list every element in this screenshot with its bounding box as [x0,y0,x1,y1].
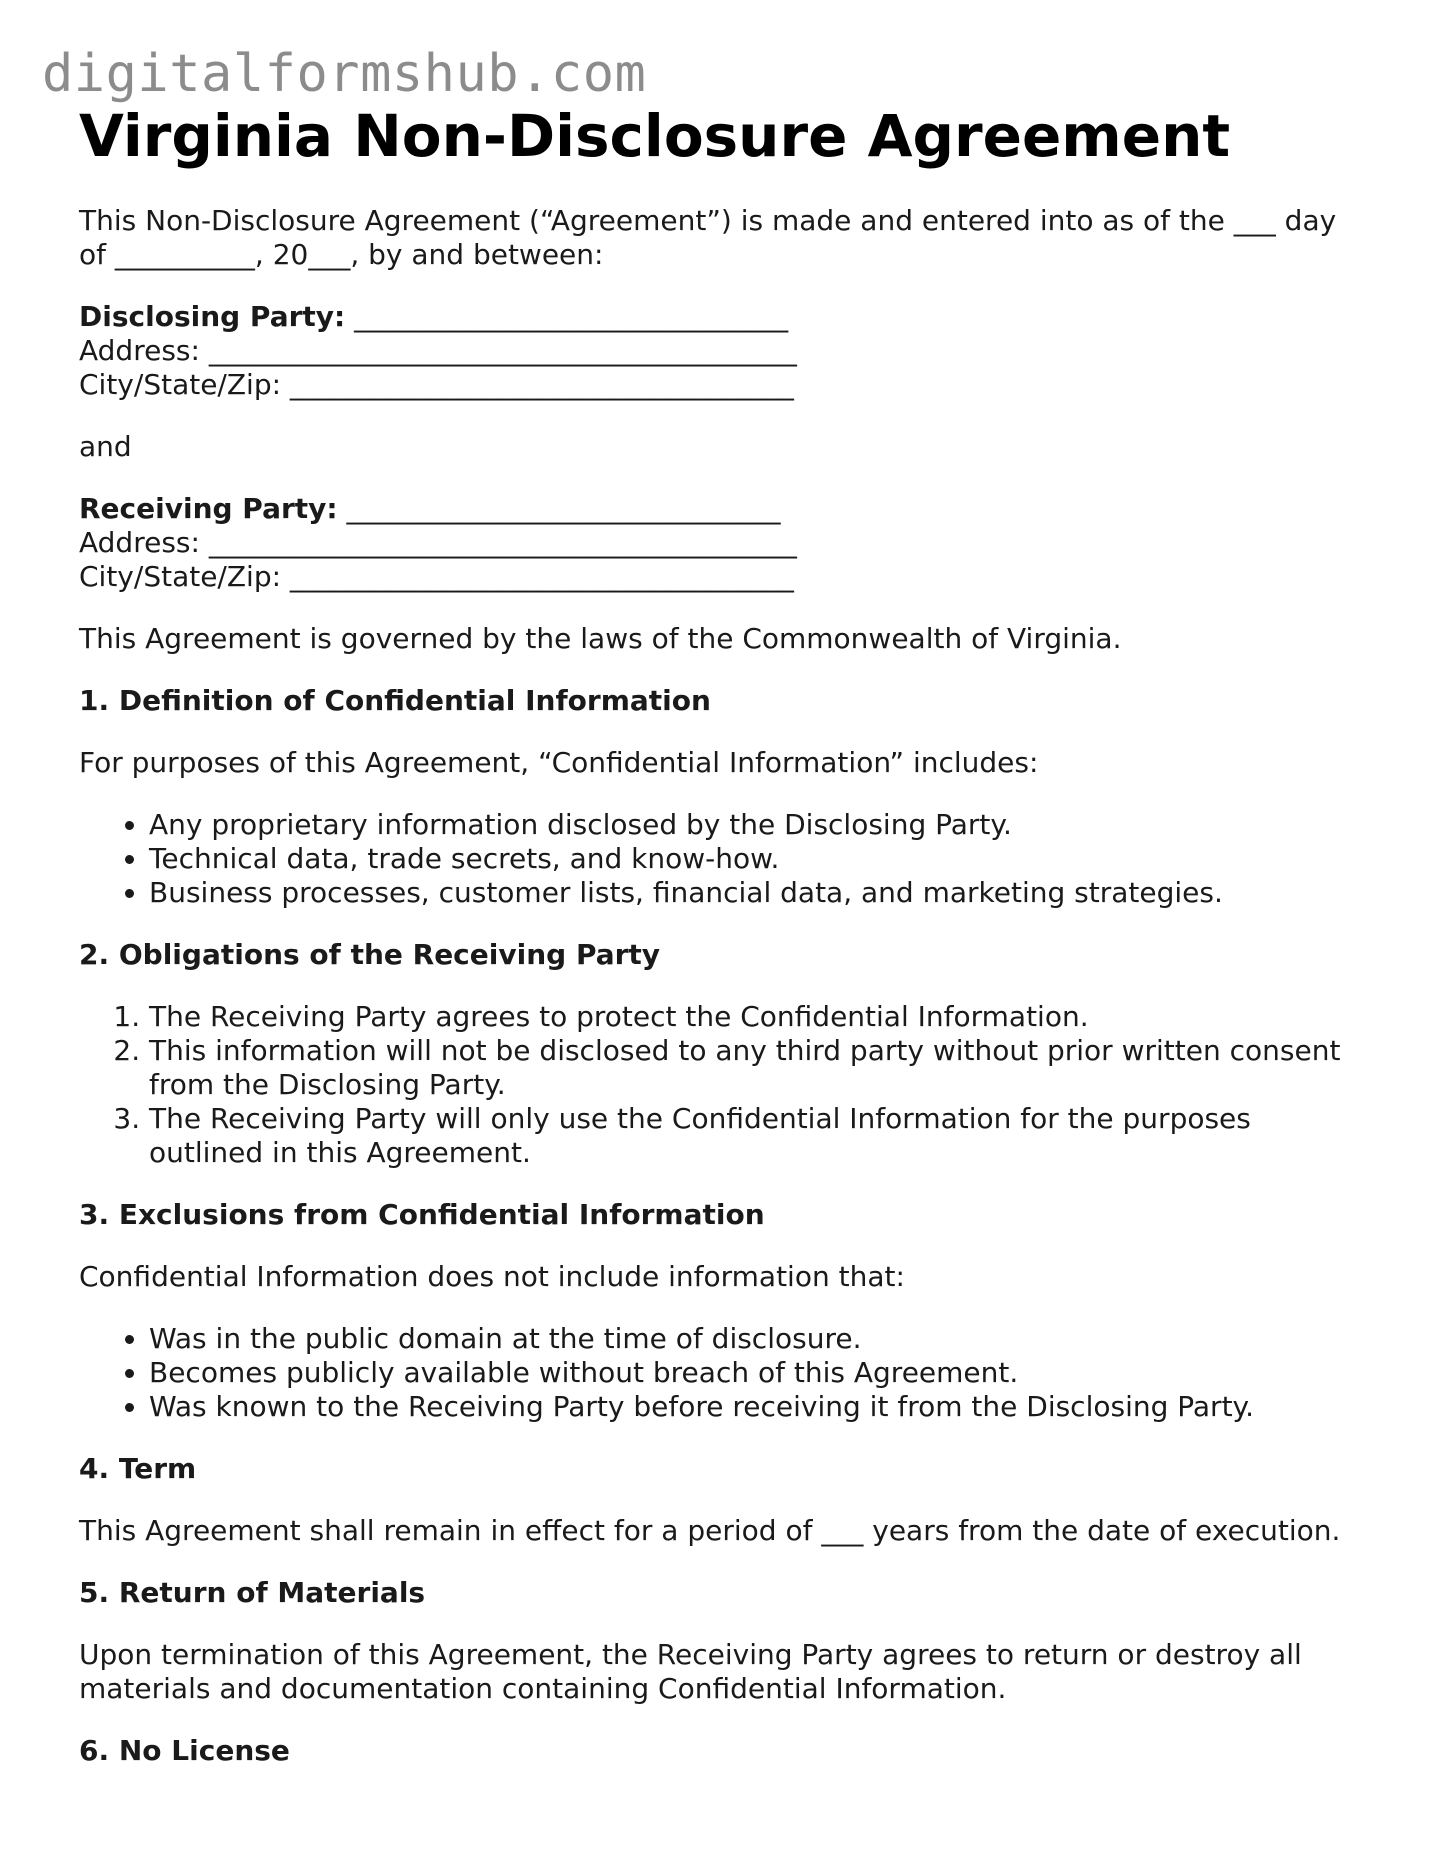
section-2-heading: 2. Obligations of the Receiving Party [79,938,661,971]
disclosing-city-line: City/State/Zip: ____________________________________ [79,368,794,401]
list-item: • Technical data, trade secrets, and know-how. [149,842,1369,876]
list-item: 1. The Receiving Party agrees to protect the Confidential Information. [149,1000,1369,1034]
receiving-city-line: City/State/Zip: ____________________________________ [79,560,794,593]
section-5-body: Upon termination of this Agreement, the Receiving Party agrees to return or destroy all materials and documentation containing Confidential Information. [79,1638,1302,1705]
section-4-heading: 4. Term [79,1452,197,1485]
governing-law-text: This Agreement is governed by the laws of the Commonwealth of Virginia. [79,622,1122,655]
disclosing-party-label: Disclosing Party: [79,300,346,333]
section-6-heading: 6. No License [79,1734,290,1767]
and-text: and [79,430,132,463]
document-title: Virginia Non-Disclosure Agreement [79,102,1231,170]
disclosing-party-name-blank: _______________________________ [345,300,789,333]
section-1-intro: For purposes of this Agreement, “Confidential Information” includes: [79,746,1039,779]
section-3-heading: 3. Exclusions from Confidential Information [79,1198,765,1231]
list-item: 2. This information will not be disclosed to any third party without prior written consent from the Disclosing Party. [149,1034,1369,1102]
watermark: digitalformshub.com [42,44,647,104]
document-page [79,100,1369,1768]
receiving-address-line: Address: __________________________________________ [79,526,797,559]
section-2-list [79,1000,1369,1170]
section-3-intro: Confidential Information does not include information that: [79,1260,905,1293]
receiving-party-name-blank: _______________________________ [337,492,781,525]
list-item: • Was known to the Receiving Party before receiving it from the Disclosing Party. [149,1390,1369,1424]
section-1-list [79,808,1369,910]
section-5-heading: 5. Return of Materials [79,1576,426,1609]
intro-paragraph: This Non-Disclosure Agreement (“Agreement”) is made and entered into as of the ___ day of __________, 20___, by and between: [79,204,1337,271]
list-item: • Business processes, customer lists, financial data, and marketing strategies. [149,876,1369,910]
receiving-party-label: Receiving Party: [79,492,338,525]
list-item: 3. The Receiving Party will only use the Confidential Information for the purposes outlined in this Agreement. [149,1102,1369,1170]
receiving-party-block [79,492,1369,594]
disclosing-party-block [79,300,1369,402]
disclosing-party-line [79,300,1369,334]
disclosing-address-line: Address: __________________________________________ [79,334,797,367]
section-4-body: This Agreement shall remain in effect for a period of ___ years from the date of execution. [79,1514,1341,1547]
section-3-list [79,1322,1369,1424]
receiving-party-line [79,492,1369,526]
list-item: • Any proprietary information disclosed by the Disclosing Party. [149,808,1369,842]
list-item: • Becomes publicly available without breach of this Agreement. [149,1356,1369,1390]
list-item: • Was in the public domain at the time of disclosure. [149,1322,1369,1356]
section-1-heading: 1. Definition of Confidential Information [79,684,711,717]
